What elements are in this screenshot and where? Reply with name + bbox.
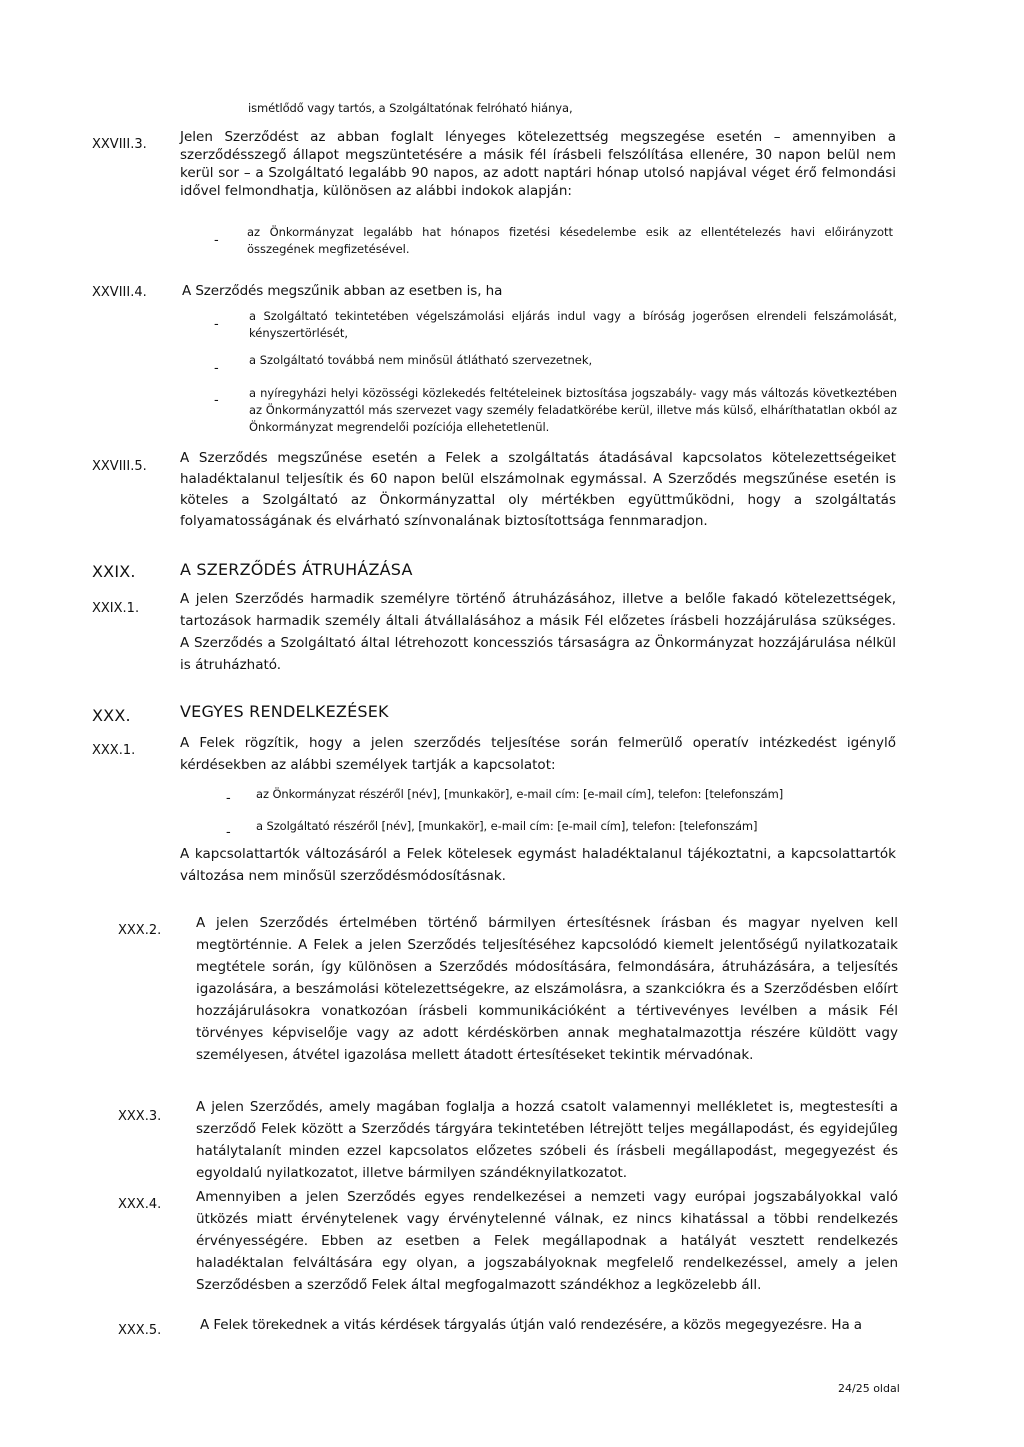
list-item: a Szolgáltató továbbá nem minősül átlátható szervezetnek, [249,353,593,367]
chapter-number: XXIX. [92,562,136,581]
section-number: XXVIII.3. [92,137,147,152]
section-number: XXX.3. [118,1109,162,1124]
section-paragraph: A jelen Szerződés, amely magában foglalja a hozzá csatolt valamennyi mellékletet is, megtestesíti a szerződő Felek között a Szerződés tárgyára tekintetében létrejött teljes megállapodást, és egyidejűleg hatálytalanít minden ezzel kapcsolatos előzetes szóbeli és írásbeli megállapodást, megegyezést és egyoldalú nyilatkozatot, illetve bármilyen szándéknyilatkozatot. [196,1099,898,1181]
page-number: 24/25 oldal [838,1382,900,1395]
chapter-number: XXX. [92,706,131,725]
chapter-title: VEGYES RENDELKEZÉSEK [180,702,389,721]
section-paragraph: A jelen Szerződés értelmében történő bármilyen értesítésnek írásban és magyar nyelven kell megtörténnie. A Felek a jelen Szerződés teljesítéséhez kapcsolódó kiemelt jelentőségű nyilatkozataik megtétele során, így különösen a Szerződés módosítására, felmondására, átruházására, a teljesítés igazolására, a beszámolási kötelezettségekre, az elszámolásra, a szankciókra és a Szerződésben előírt hozzájárulásokra vonatkozóan írásbeli kommunikációként a tértivevényes levélben a másik Fél törvényes képviselője vagy az adott kérdéskörben annak meghatalmazottja részére küldött vagy személyesen, átvétel igazolása mellett átadott értesítéseket tekintik mérvadónak. [196,915,898,1063]
list-item: az Önkormányzat legalább hat hónapos fizetési késedelembe esik az ellentételezés havi előirányzott összegének megfizetésével. [247,225,893,256]
list-item: a Szolgáltató részéről [név], [munkakör], e-mail cím: [e-mail cím], telefon: [telefonszám] [256,819,758,833]
list-bullet: - [226,791,231,806]
section-paragraph: A Felek rögzítik, hogy a jelen szerződés teljesítése során felmerülő operatív intézkedést igénylő kérdésekben az alábbi személyek tartják a kapcsolatot: [180,735,896,773]
list-bullet: - [214,317,219,332]
section-number: XXVIII.5. [92,459,147,474]
top-fragment-text: ismétlődő vagy tartós, a Szolgáltatónak felróható hiánya, [248,101,573,115]
list-bullet: - [214,393,219,408]
list-item: a nyíregyházi helyi közösségi közlekedés feltételeinek biztosítása jogszabály- vagy más változás következtében az Önkormányzattól más szervezet vagy személy feladatkörébe kerül, illetve más külső, elháríthatatlan okból az Önkormányzat megrendelői pozíciója ellehetetlenül. [249,386,898,434]
section-number: XXX.1. [92,743,136,758]
section-closing-paragraph: A kapcsolattartók változásáról a Felek kötelesek egymást haladéktalanul tájékoztatni, a kapcsolattartók változása nem minősül szerződésmódosításnak. [180,846,896,884]
section-number: XXVIII.4. [92,285,147,300]
list-item: a Szolgáltató tekintetében végelszámolási eljárás indul vagy a bíróság jogerősen elrendeli felszámolását, kényszertörlését, [249,309,897,340]
list-bullet: - [214,361,219,376]
list-bullet: - [226,825,231,840]
section-paragraph: Amennyiben a jelen Szerződés egyes rendelkezései a nemzeti vagy európai jogszabályokkal való ütközés miatt érvénytelenek vagy érvénytelenné válnak, ez nincs kihatással a többi rendelkezés érvényességére. Ebben az esetben a Felek megállapodnak a hatályát vesztett rendelkezés haladéktalan felváltására egy olyan, a jogszabályoknak megfelelő rendelkezéssel, amely a jelen Szerződésben a szerződő Felek által megfogalmazott szándékhoz a legközelebb áll. [196,1189,898,1293]
section-paragraph: A Szerződés megszűnése esetén a Felek a szolgáltatás átadásával kapcsolatos kötelezettségeiket haladéktalanul teljesítik és 60 napon belül elszámolnak egymással. A Szerződés megszűnése esetén is köteles a Szolgáltató az Önkormányzattal oly mértékben együttműködni, hogy a szolgáltatás folyamatosságának és elvárható színvonalának biztosítottsága fennmaradjon. [180,450,896,529]
section-number: XXX.4. [118,1197,162,1212]
section-paragraph: A Felek törekednek a vitás kérdések tárgyalás útján való rendezésére, a közös megegyezésre. Ha a [200,1317,862,1333]
chapter-title: A SZERZŐDÉS ÁTRUHÁZÁSA [180,560,413,579]
section-paragraph: Jelen Szerződést az abban foglalt lényeges kötelezettség megszegése esetén – amennyiben a szerződésszegő állapot megszüntetésére a másik fél írásbeli felszólítása ellenére, 30 napon belül nem kerül sor – a Szolgáltató legalább 90 napos, az adott naptári hónap utolsó napjával véget érő felmondási idővel felmondhatja, különösen az alábbi indokok alapján: [180,129,896,199]
list-item: az Önkormányzat részéről [név], [munkakör], e-mail cím: [e-mail cím], telefon: [telefonszám] [256,787,784,801]
section-paragraph: A Szerződés megszűnik abban az esetben is, ha [182,283,503,299]
section-number: XXX.5. [118,1323,162,1338]
list-bullet: - [214,233,219,248]
section-paragraph: A jelen Szerződés harmadik személyre történő átruházásához, illetve a belőle fakadó kötelezettségek, tartozások harmadik személy általi átvállalásához a másik Fél előzetes írásbeli hozzájárulása szükséges. A Szerződés a Szolgáltató által létrehozott koncessziós társaságra az Önkormányzat hozzájárulása nélkül is átruházható. [180,591,896,673]
section-number: XXX.2. [118,923,162,938]
section-number: XXIX.1. [92,601,140,616]
